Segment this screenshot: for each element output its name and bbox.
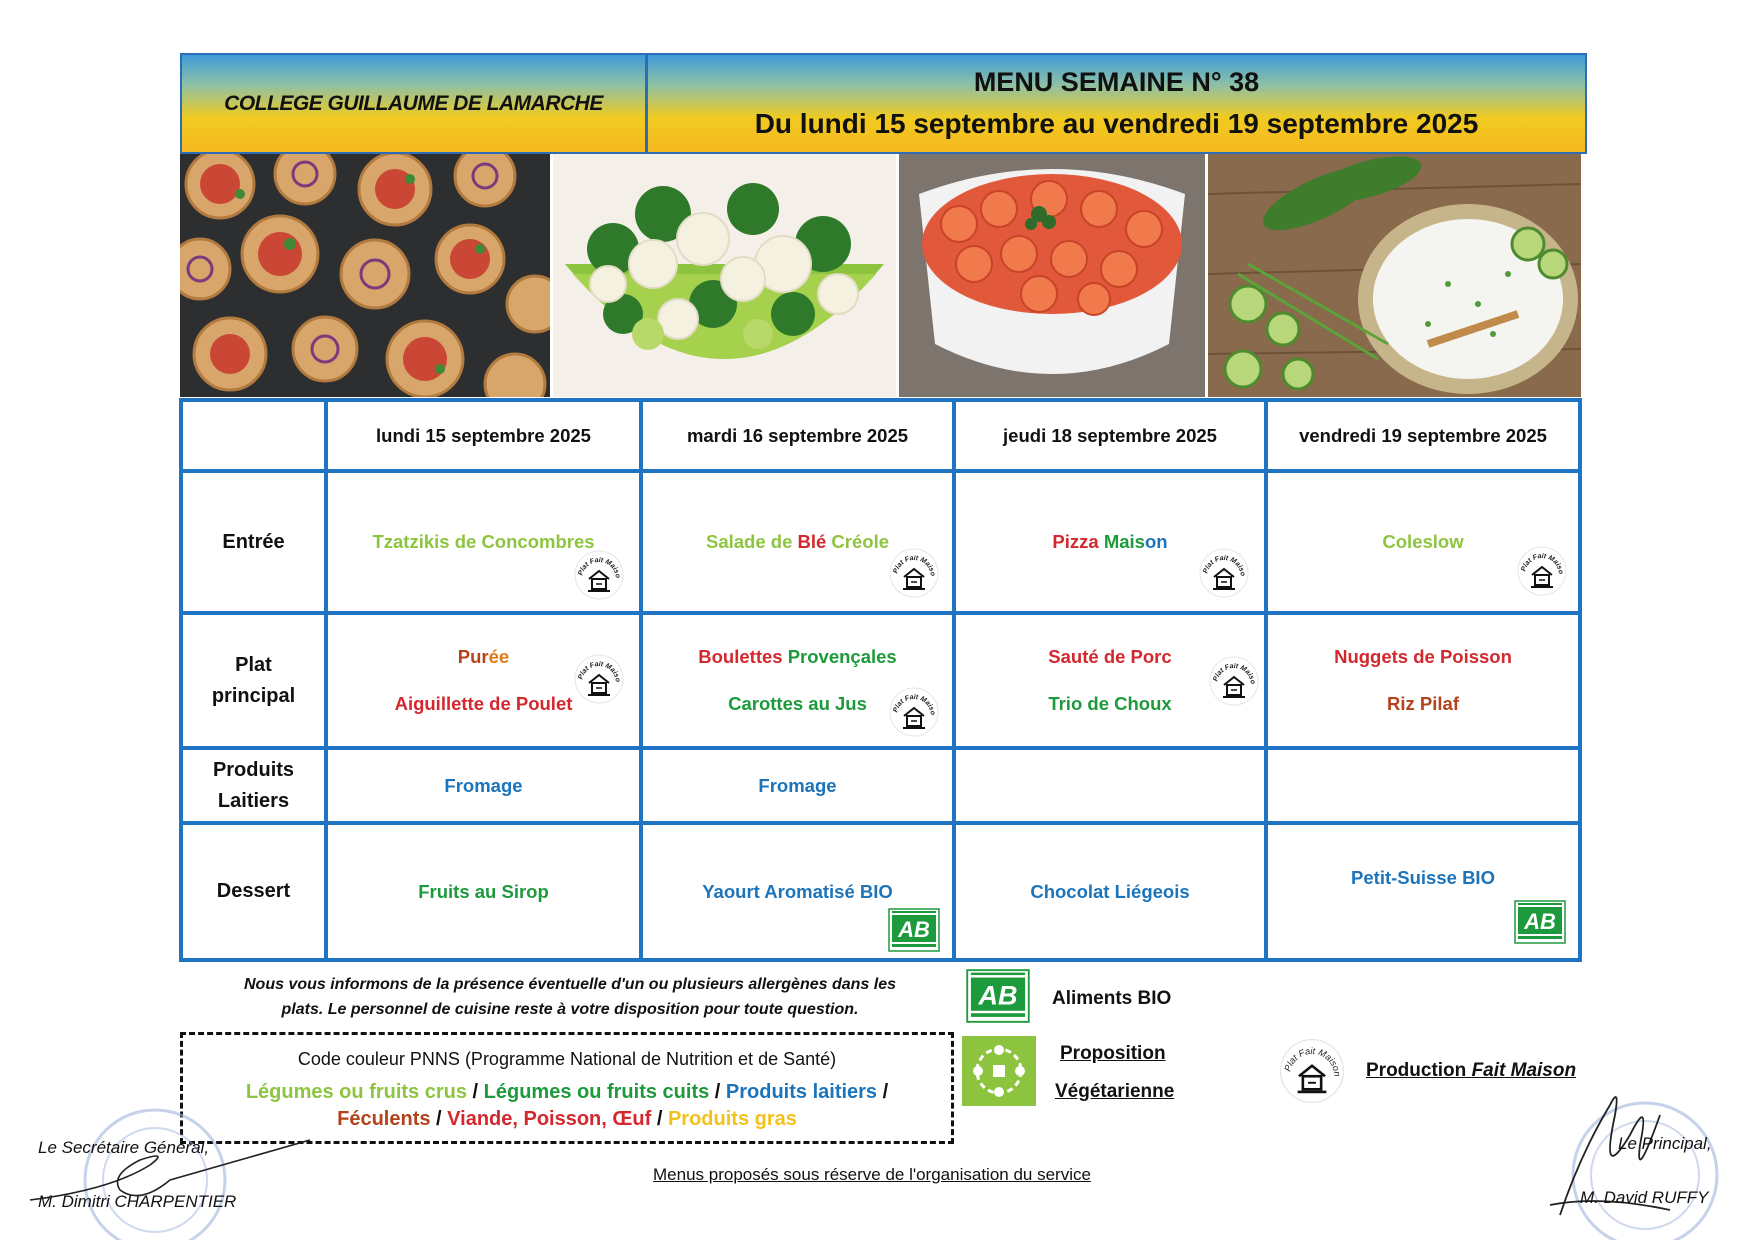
plat-vendredi [1268,615,1578,750]
bio-ab-icon [888,908,940,952]
pnns-separator: / [651,1108,668,1130]
dish-name: Yaourt Aromatisé BIO [702,880,893,902]
dish-name-part: on [1144,531,1168,552]
laitiers-jeudi [956,750,1268,825]
right-signatory-title: Le Principal, [1618,1134,1712,1153]
dessert-mardi [643,825,956,958]
dish-name-part: Mais [1103,531,1145,552]
dish-name-part: Pizza [1052,531,1104,552]
fait-maison-icon [888,547,940,599]
row-header-entree: Entrée [183,473,328,615]
fait-maison-icon [573,653,625,705]
menu-table [179,398,1582,962]
left-signatory-name: M. Dimitri CHARPENTIER [38,1192,237,1211]
fait-maison-icon [888,686,940,738]
right-signatory-name: M. David RUFFY [1580,1188,1709,1207]
row-header-plat [183,615,328,750]
dish-name: Sauté de Porc [1048,645,1172,667]
pnns-raw-veg: Légumes ou fruits crus [245,1081,467,1103]
row-header-dessert: Dessert [183,825,328,958]
pnns-title: Code couleur PNNS (Programme National de Nutrition et de Santé) [297,1049,837,1069]
dish-name: Petit-Suisse BIO [1351,866,1495,888]
menu-date-range: Du lundi 15 septembre au vendredi 19 septembre 2025 [754,108,1479,139]
school-name: COLLEGE GUILLAUME DE LAMARCHE [182,55,648,152]
legend-vegetarian-line1: Proposition [1060,1043,1166,1064]
dish-name-part: ée [488,645,510,667]
day-header-lundi: lundi 15 septembre 2025 [328,402,643,473]
dish-name [698,646,896,668]
table-corner [183,402,328,473]
day-header-jeudi: jeudi 18 septembre 2025 [956,402,1268,473]
dish-name: Chocolat Liégeois [1030,880,1190,902]
vegetarian-icon [962,1036,1036,1106]
plat-jeudi [956,615,1268,750]
photo-broccoli-cauliflower [553,154,896,397]
dish-name-part: Créole [826,531,890,552]
photo-tzatziki [1208,154,1581,397]
row-header-line: Produits [212,758,295,781]
pnns-fat: Produits gras [667,1108,797,1130]
dish-name-part: Blé [797,531,827,552]
plat-mardi [643,615,956,750]
dish-name [458,646,509,668]
dish-name: Coleslow [1382,531,1464,552]
left-signature [20,1120,320,1210]
row-header-line: principal [211,684,296,707]
dish-name [1052,531,1167,553]
pnns-starch: Féculents [337,1108,431,1130]
entree-lundi [328,473,643,615]
row-header-laitiers [183,750,328,825]
legend-fait-maison-part: Production [1366,1060,1472,1081]
dish-name-part: Boulettes [698,645,788,667]
bio-ab-icon [966,968,1030,1024]
left-signatory-title: Le Secrétaire Général, [38,1138,210,1157]
laitiers-lundi: Fromage [328,750,643,825]
allergen-note [200,972,940,1022]
menu-title: MENU SEMAINE N° 38 [973,67,1260,97]
pnns-separator: / [877,1081,889,1103]
dish-name: Riz Pilaf [1387,693,1459,715]
day-header-vendredi: vendredi 19 septembre 2025 [1268,402,1578,473]
laitiers-vendredi [1268,750,1578,825]
row-header-line: Plat [235,653,272,676]
photo-mini-pizzas [180,154,550,397]
legend-vegetarian-line2: Végétarienne [1055,1081,1175,1102]
pnns-meat: Viande, Poisson, Œuf [447,1108,652,1130]
entree-mardi [643,473,956,615]
dish-name: Nuggets de Poisson [1334,645,1512,667]
dish-name [706,531,889,553]
bio-ab-icon [1514,900,1566,944]
fait-maison-icon [573,549,625,601]
fait-maison-icon [1198,547,1250,599]
dish-name: Fruits au Sirop [418,880,549,902]
plat-lundi [328,615,643,750]
entree-vendredi [1268,473,1578,615]
footer-disclaimer: Menus proposés sous réserve de l'organisation du service [653,1165,1091,1184]
dessert-vendredi [1268,825,1578,958]
dish-name-part: Pur [457,645,489,667]
menu-header [180,53,1587,154]
pnns-separator: / [430,1108,448,1130]
dish-name: Trio de Choux [1048,693,1172,715]
dessert-lundi [328,825,643,958]
fait-maison-icon [1278,1037,1346,1105]
legend-fait-maison-part: Fait Maison [1471,1060,1577,1081]
dish-name: Aiguillette de Poulet [394,693,573,715]
photo-carrots-bowl [899,154,1205,397]
fait-maison-icon [1208,655,1260,707]
dish-name-part: Provençales [787,645,897,667]
legend-bio: Aliments BIO [1052,988,1172,1009]
entree-jeudi [956,473,1268,615]
allergen-note-line: plats. Le personnel de cuisine reste à votre disposition pour toute question. [281,1001,859,1018]
pnns-separator: / [709,1081,726,1103]
dish-name: Tzatzikis de Concombres [372,531,595,552]
pnns-separator: / [466,1081,484,1103]
allergen-note-line: Nous vous informons de la présence éventuelle d'un ou plusieurs allergènes dans les [244,976,896,993]
dish-name: Carottes au Jus [728,693,867,715]
pnns-cooked-veg: Légumes ou fruits cuits [483,1081,710,1103]
row-header-line: Laitiers [217,789,290,812]
pnns-dairy: Produits laitiers [725,1081,878,1103]
fait-maison-icon [1516,545,1568,597]
laitiers-mardi: Fromage [643,750,956,825]
dish-name-part: Salade de [705,531,798,552]
day-header-mardi: mardi 16 septembre 2025 [643,402,956,473]
menu-title-block [648,55,1585,152]
dessert-jeudi [956,825,1268,958]
